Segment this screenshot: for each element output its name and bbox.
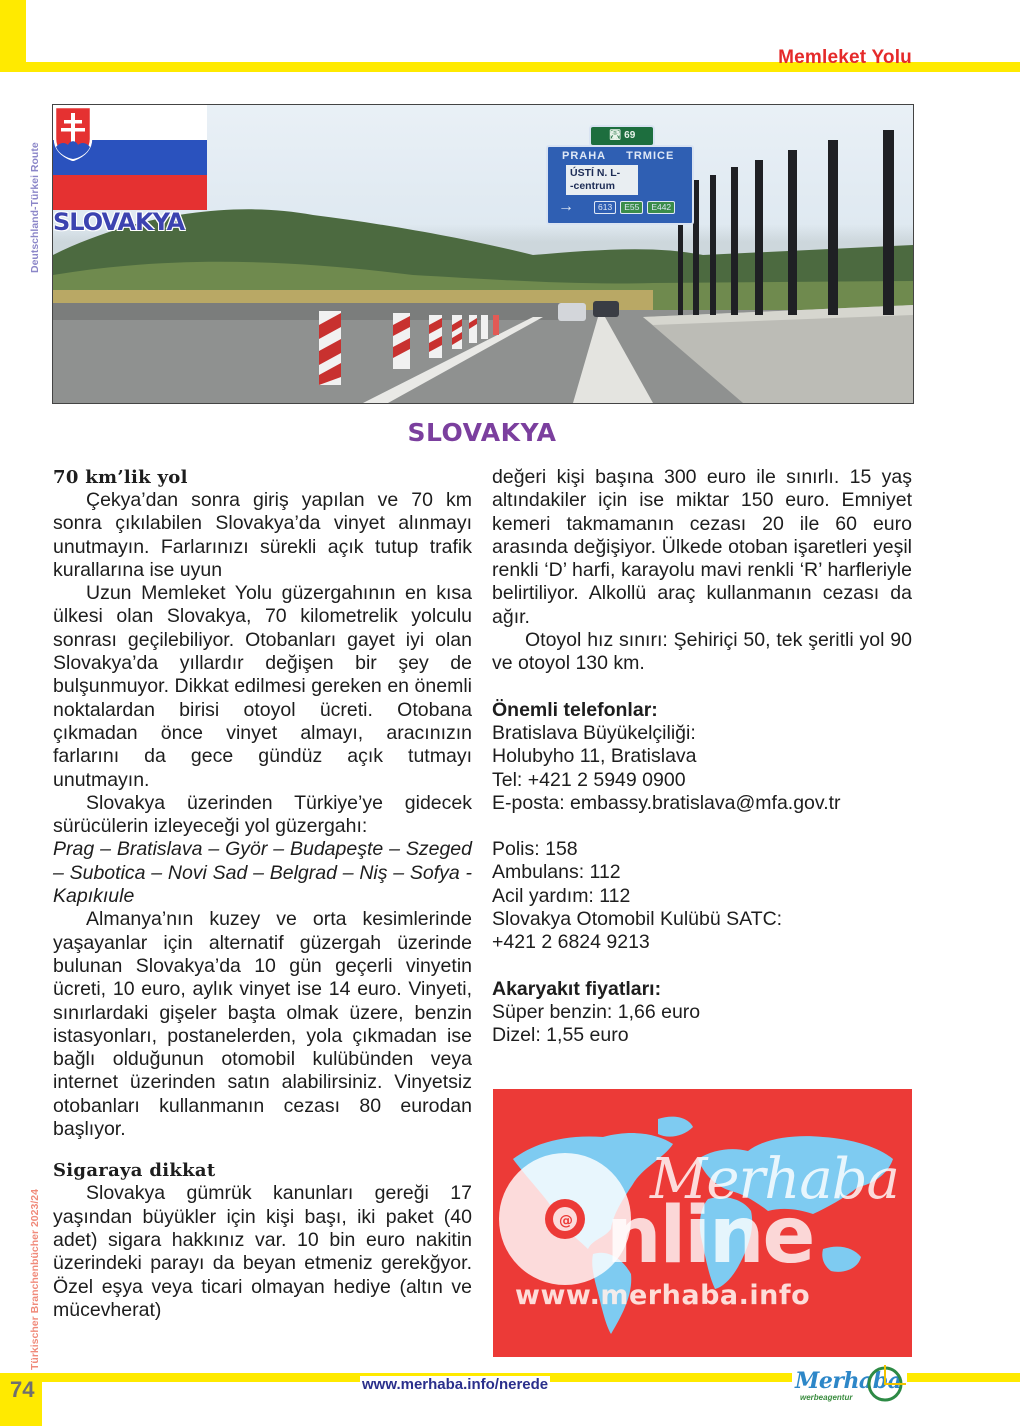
paragraph: değeri kişi başına 300 euro ile sınırlı. 15 yaş altındakiler için ise miktar 150 euro. Emniyet kemeri takmamanın cezası 20 ile 60 euro arasında değişiyor. Ülkede otoban işaretleri yeşil renkli ‘D’ harfi, karayolu mavi renkli ‘R’ harfleriyle belirtiliyor. Alkollü araç kullanmanın cezası da ağır. [492,466,912,628]
article-left-column [53,466,472,1322]
car [593,301,619,317]
embassy-address: Holubyho 11, Bratislava [492,745,697,768]
section-header-title: Memleket Yolu [778,47,912,68]
road-number: 613 [594,201,616,214]
article-right-column [492,466,912,1048]
fuel-heading: Akaryakıt fiyatları: [492,977,662,1000]
paragraph: Otoyol hız sınırı: Şehiriçi 50, tek şeritli yol 90 ve otoyol 130 km. [492,629,912,675]
target-crosshair-icon [864,1363,906,1405]
route-list: Prag – Bratislava – Györ – Budapeşte – Szeged – Subotica – Novi Sad – Belgrad – Niş – Sofya - Kapıkıule [53,838,472,908]
car [558,303,586,321]
destination-panel: ÚSTÍ N. L- -centrum [566,165,638,195]
embassy-email: E-posta: embassy.bratislava@mfa.gov.tr [492,791,841,814]
fuel-petrol-price: Süper benzin: 1,66 euro [492,1000,701,1023]
side-label-publication: Türkischer Branchenbücher 2023/24 [29,1189,41,1370]
subheading-70km: 70 km’lik yol [53,467,188,488]
ad-url-link[interactable]: www.merhaba.info [515,1280,811,1311]
paragraph: Slovakya üzerinden Türkiye’ye gidecek sürücülerin izleyeceği yol güzergahı: [53,791,472,838]
road-number: E442 [647,201,675,214]
side-label-route: Deutschland-Türkei Route [29,142,41,273]
footer-url-link[interactable]: www.merhaba.info/nerede [362,1376,549,1393]
merhaba-online-ad[interactable] [493,1089,912,1357]
police-number: Polis: 158 [492,838,578,861]
page-number: 74 [10,1377,35,1402]
paragraph: Almanya’nın kuzey ve orta kesimlerinde yaşayanlar için alternatif güzergah üzerinde bulunan Slovakya’da 10 gün geçerli vinyetin ücreti, 10 euro, aylık vinyet ise 14 euro. Vinyeti, sınırlardaki gişeler başta olmak üzere, benzin istasyonları, postanelerden, yola çıkmadan ise bağlı olduğunun otomobil kulübünden veya internet üzerinden satın alabilirsiniz. Vinyetsiz otobanları kullanmanın cezası 80 eurodan başlıyor. [53,908,472,1141]
paragraph: Uzun Memleket Yolu güzergahının en kısa ülkesi olan Slovakya, 70 kilometrelik yolculu sonrası geçilebiliyor. Otobanları gayet iyi olan Slovakya’da yıllardır değişen bir şey de bulşunmuyor. Dikkat edilmesi gereken en önemli noktalardan birisi otoyol ücreti. Otobana çıkmadan önce vinyet almayı, aracınızın farlarını da gece gündüz açık tutmayı unutmayın. [53,582,472,791]
subheading-sigaraya-dikkat: Sigaraya dikkat [53,1160,216,1182]
hero-country-label: SLOVAKYA [53,208,185,236]
phones-heading: Önemli telefonlar: [492,698,658,721]
embassy-name: Bratislava Büyükelçiliği: [492,721,696,744]
merhaba-werbeagentur-logo: Merhaba werbeagentur [792,1363,907,1407]
paragraph: Çekya’dan sonra giriş yapılan ve 70 km sonra çıkılabilen Slovakya’da vinyet alınmayı unutmayın. Farlarınızı sürekli açık tutup trafik kurallarına ise uyun [53,489,472,581]
exit-number-sign: 🛣︎ 69 [589,125,655,147]
arrow-right-icon: → [558,198,574,215]
ad-brand-text: Merhaba [650,1147,899,1212]
svg-text:@: @ [559,1213,573,1229]
auto-club-phone: +421 2 6824 9213 [492,931,650,954]
embassy-phone: Tel: +421 2 5949 0900 [492,768,686,791]
road-number: E55 [620,201,643,214]
article-title: SLOVAKYA [407,418,557,447]
ad-online-text: nline [606,1191,814,1281]
emergency-number: Acil yardım: 112 [492,884,631,907]
ambulance-number: Ambulans: 112 [492,861,621,884]
auto-club-name: Slovakya Otomobil Kulübü SATC: [492,908,783,931]
slovakia-flag [53,105,207,210]
coat-of-arms-icon [53,105,93,161]
paragraph: Slovakya gümrük kanunları gereği 17 yaşından büyükler için kişi başı, iki paket (40 adet) sigara hakkınız var. 10 bin euro nakitin üzerindeki parayı da beyan etmeniz gerekğyor. Özel eşya veya ticari olmayan hediye (altın ve mücevherat) [53,1182,472,1321]
direction-road-sign: PRAHA TRMICE ÚSTÍ N. L- -centrum → 613 E55 E442 [546,145,694,225]
hero-photo-highway [52,104,914,404]
fuel-diesel-price: Dizel: 1,55 euro [492,1024,629,1047]
